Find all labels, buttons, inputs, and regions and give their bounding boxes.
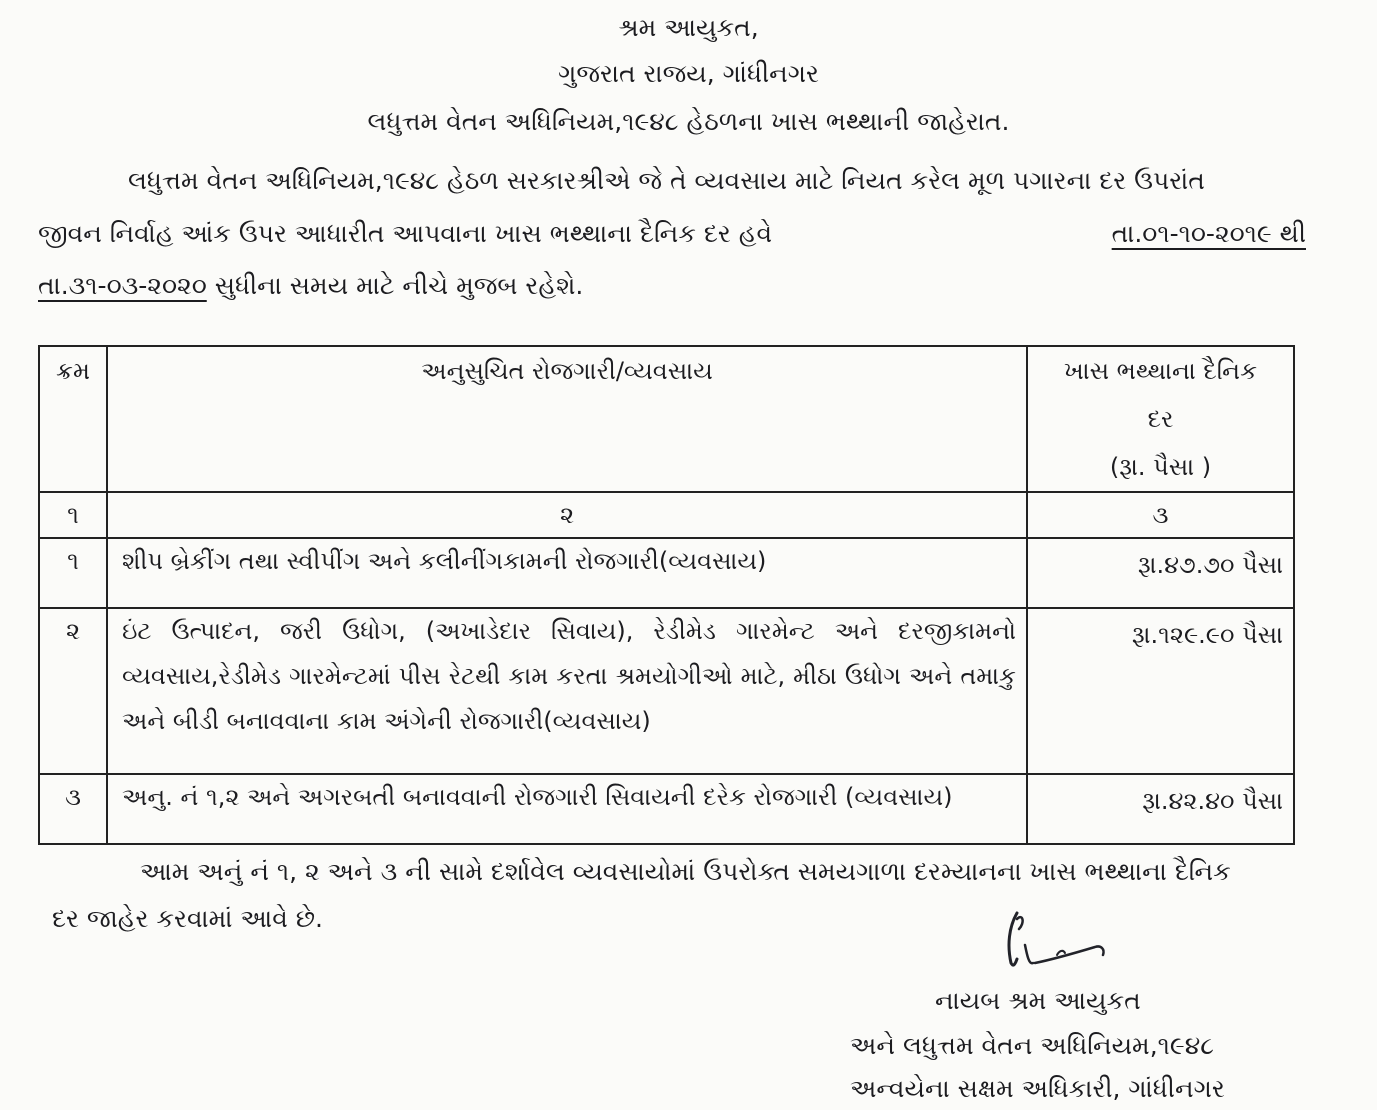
rate-header-line-1: ખાસ ભથ્થાના દૈનિક <box>1063 357 1258 385</box>
row-occupation: અનુ. નં ૧,૨ અને અગરબતી બનાવવાની રોજગારી સિવાયની દરેક રોજગારી (વ્યવસાય) <box>107 774 1027 844</box>
column-number-row <box>39 492 1294 538</box>
signatory-office: અન્વયેના સક્ષમ અધિકારી, ગાંધીનગર <box>850 1074 1225 1103</box>
allowance-rates-table <box>38 345 1295 845</box>
row-rate: રૂા.૪૨.૪૦ પૈસા <box>1027 774 1294 844</box>
closing-line-1: આમ અનું નં ૧, ૨ અને ૩ ની સામે દર્શાવેલ વ્યવસાયોમાં ઉપરોક્ત સમયગાળા દરમ્યાનના ખાસ ભથ્થાના દૈનિક <box>140 857 1231 886</box>
column-number-3: ૩ <box>1027 492 1294 538</box>
row-serial: ૧ <box>39 538 107 608</box>
row-occupation: શીપ બ્રેકીંગ તથા સ્વીપીંગ અને કલીનીંગકામની રોજગારી(વ્યવસાય) <box>107 538 1027 608</box>
occupation-header: અનુસુચિત રોજગારી/વ્યવસાય <box>107 346 1027 492</box>
rate-header-line-2: દર <box>1147 405 1174 433</box>
intro-line-3 <box>38 270 583 302</box>
row-serial: ૩ <box>39 774 107 844</box>
table-row <box>39 608 1294 774</box>
effective-to-date: તા.૩૧-૦૩-૨૦૨૦ <box>38 271 207 300</box>
row-rate: રૂા.૧૨૯.૯૦ પૈસા <box>1027 608 1294 774</box>
row-occupation: ઇંટ ઉત્પાદન, જરી ઉધોગ, (અખાડેદાર સિવાય), રેડીમેડ ગારમેન્ટ અને દરજીકામનો વ્યવસાય,રેડીમેડ ગારમેન્ટમાં પીસ રેટથી કામ કરતા શ્રમયોગીઓ માટે, મીઠા ઉધોગ અને તમાકુ અને બીડી બનાવવાના કામ અંગેની રોજગારી(વ્યવસાય) <box>107 608 1027 774</box>
effective-from-date: તા.૦૧-૧૦-૨૦૧૯ થી <box>1111 219 1306 248</box>
signature-mark <box>995 905 1115 975</box>
intro-line-2-text: જીવન નિર્વાહ આંક ઉપર આધારીત આપવાના ખાસ ભથ્થાના દૈનિક દર હવે <box>38 219 773 248</box>
table-header-row <box>39 346 1294 492</box>
intro-line-2 <box>38 218 1306 250</box>
row-serial: ૨ <box>39 608 107 774</box>
office-location: ગુજરાત રાજય, ગાંધીનગર <box>558 59 819 88</box>
table-row <box>39 774 1294 844</box>
intro-line-1: લધુત્તમ વેતન અધિનિયમ,૧૯૪૮ હેઠળ સરકારશ્રીએ જે તે વ્યવસાય માટે નિયત કરેલ મૂળ પગારના દર ઉપરાંત <box>128 166 1205 195</box>
closing-line-2: દર જાહેર કરવામાં આવે છે. <box>52 904 323 933</box>
notice-title: લધુત્તમ વેતન અધિનિયમ,૧૯૪૮ હેઠળના ખાસ ભથ્થાની જાહેરાત. <box>367 107 1010 136</box>
office-title: શ્રમ આયુકત, <box>618 13 759 42</box>
intro-line-3-text: સુધીના સમય માટે નીચે મુજબ રહેશે. <box>206 271 584 300</box>
serial-header: ક્રમ <box>39 346 107 492</box>
rate-header-line-3: (રૂા. પૈસા ) <box>1109 453 1212 481</box>
signatory-designation: નાયબ શ્રમ આયુકત <box>935 986 1141 1015</box>
signatory-authority: અને લધુત્તમ વેતન અધિનિયમ,૧૯૪૮ <box>850 1031 1214 1060</box>
column-number-2: ૨ <box>107 492 1027 538</box>
row-rate: રૂા.૪૭.૭૦ પૈસા <box>1027 538 1294 608</box>
table-row <box>39 538 1294 608</box>
column-number-1: ૧ <box>39 492 107 538</box>
rate-header <box>1027 346 1294 492</box>
